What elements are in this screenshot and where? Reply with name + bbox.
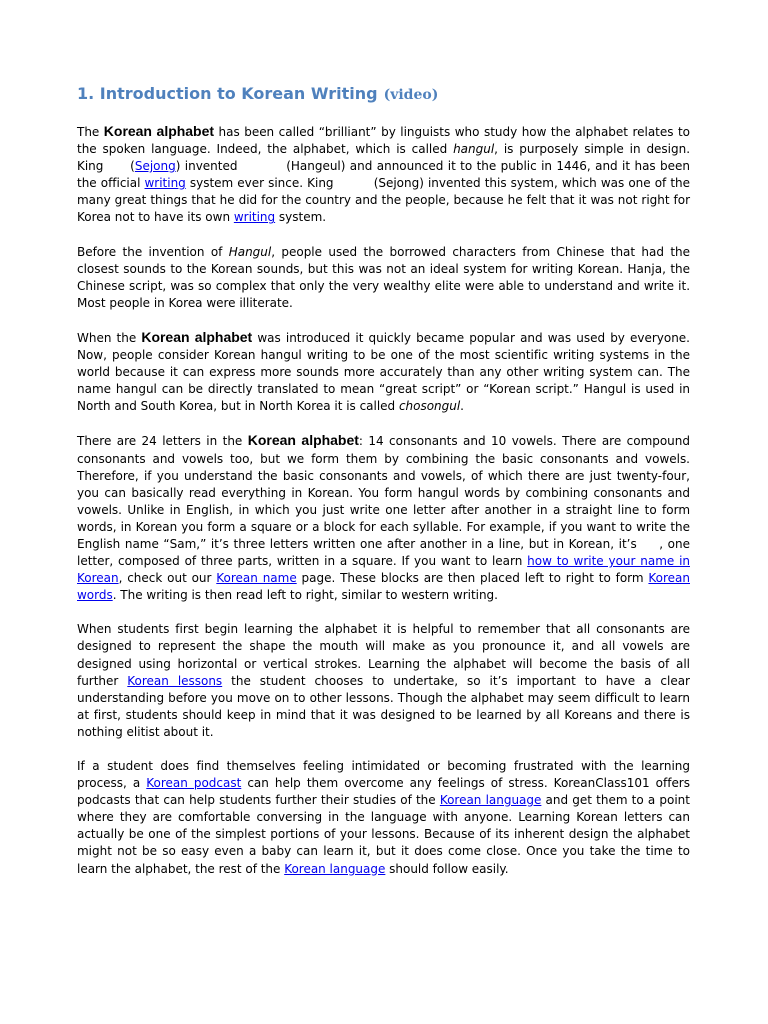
text-run: (Sejong) invented this system, which was one of the many great things that he did for the country and the people, because he felt that it was not right for Korea not to have its own	[77, 176, 690, 225]
link-how-to-write-name[interactable]: how to write your name in Korean	[77, 554, 690, 586]
text-run: system.	[275, 210, 327, 225]
page-title	[77, 84, 690, 105]
paragraph-5	[77, 621, 690, 741]
text-run: When the	[77, 330, 142, 345]
paragraph-1	[77, 123, 690, 227]
text-run: , one letter, composed of three parts, written in a square. If you want to learn	[77, 536, 690, 569]
text-run: (Hangeul) and announced it to the public in 1446, and it has been the official	[77, 159, 690, 191]
link-sejong[interactable]: Sejong	[134, 159, 176, 174]
text-run: can help them overcome any feelings of stress. KoreanClass101 offers podcasts that can help students further their studies of the	[77, 776, 690, 808]
text-run: (	[125, 159, 135, 174]
link-korean-words[interactable]: Korean words	[77, 571, 690, 603]
italic-term: hangul	[453, 142, 495, 157]
text-run: There are 24 letters in the	[77, 434, 248, 449]
text-run: , people used the borrowed characters from Chinese that had the closest sounds to the Korean sounds, but this was not an ideal system for writing Korean. Hanja, the Chinese script, was so complex that only the very wealthy elite were able to understand and write it. Most people in Korea were illiterate.	[77, 244, 690, 310]
link-writing[interactable]: writing	[144, 176, 186, 191]
text-run: : 14 consonants and 10 vowels. There are compound consonants and vowels too, but we form them by combining the basic consonants and vowels. Therefore, if you understand the basic consonants and vowels, of which there are just twenty-four, you can basically read everything in Korean. You form hangul words by combining consonants and vowels. Unlike in English, in which you just write one letter after another in a straight line to form words, in Korean you form a square or a block for each syllable. For example, if you want to write the English name “Sam,” it’s three letters written one after another in a line, but in Korean, it’s	[77, 434, 690, 551]
text-run: When students first begin learning the alphabet it is helpful to remember that all consonants are designed to represent the shape the mouth will make as you pronounce it, and all vowels are designed using horizontal or vertical strokes. Learning the alphabet will become the basis of all further	[77, 622, 690, 688]
paragraph-6	[77, 758, 690, 878]
text-run: system ever since. King	[185, 176, 338, 191]
text-run: , check out our	[118, 571, 217, 586]
paragraph-3	[77, 329, 690, 415]
text-run: If a student does find themselves feeling intimidated or becoming frustrated with the learning process, a	[77, 759, 690, 791]
keyword-korean-alphabet: Korean alphabet	[247, 432, 359, 449]
link-korean-podcast[interactable]: Korean podcast	[146, 776, 242, 791]
italic-term: chosongul	[398, 399, 461, 414]
text-run: should follow easily.	[385, 861, 509, 876]
keyword-korean-alphabet: Korean alphabet	[141, 328, 253, 345]
text-run: the student chooses to undertake, so it’s important to have a clear understanding before you move on to other lessons. Though the alphabet may seem difficult to learn at first, students should keep in mind that it was designed to be learned by all Koreans and there is nothing elitist about it.	[77, 673, 690, 739]
link-korean-name[interactable]: Korean name	[216, 571, 297, 586]
text-run: The	[77, 125, 104, 139]
text-run: , is purposely simple in design. King	[77, 142, 691, 174]
text-run: page. These blocks are then placed left to right to form	[296, 571, 649, 586]
text-run: ) invented	[175, 159, 242, 174]
link-korean-lessons[interactable]: Korean lessons	[127, 673, 223, 688]
link-korean-language[interactable]: Korean language	[284, 861, 386, 876]
link-korean-language[interactable]: Korean language	[439, 793, 542, 808]
paragraph-2	[77, 244, 690, 312]
text-run: . The writing is then read left to right, similar to western writing.	[112, 588, 498, 603]
text-run: Before the invention of	[77, 244, 229, 259]
keyword-korean-alphabet: Korean alphabet	[103, 123, 215, 139]
italic-term: Hangul	[228, 244, 272, 259]
text-run: .	[460, 399, 464, 414]
link-writing[interactable]: writing	[233, 210, 276, 225]
text-run: and get them to a point where they are comfortable conversing in the language with anyone. Learning Korean letters can actually be one of the simplest portions of your lessons. Because of its inherent design the alphabet might not be so easy even a baby can learn it, but it does come close. Once you take the time to learn the alphabet, the rest of the	[77, 793, 690, 876]
text-run: was introduced it quickly became popular and was used by everyone. Now, people consider Korean hangul writing to be one of the most scientific writing systems in the world because it can express more sounds more accurately than any other writing system can. The name hangul can be directly translated to mean “great script” or “Korean script.” Hangul is used in North and South Korea, but in North Korea it is called	[77, 330, 690, 414]
text-run: has been called “brilliant” by linguists who study how the alphabet relates to the spoken language. Indeed, the alphabet, which is called	[77, 125, 691, 157]
paragraph-4	[77, 432, 690, 604]
title-text: 1. Introduction to Korean Writing	[77, 84, 378, 103]
video-link[interactable]: (video)	[383, 87, 439, 103]
